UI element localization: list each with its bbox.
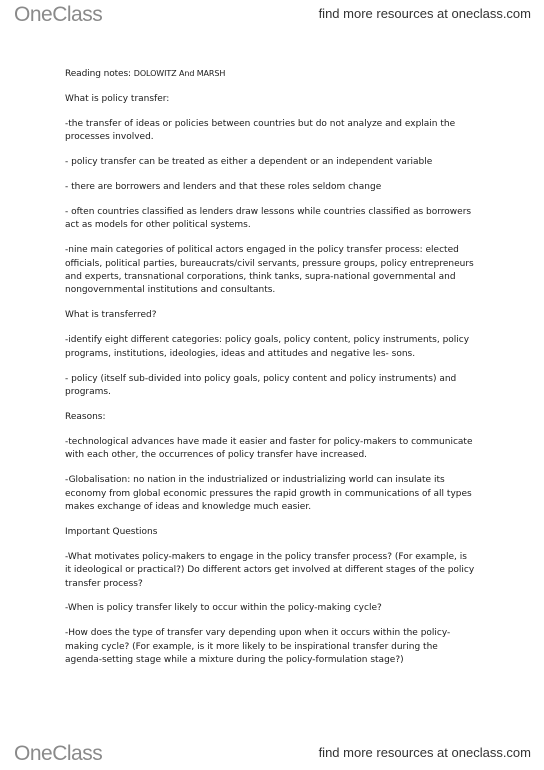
page-footer [0, 738, 544, 770]
heading-important-questions: Important Questions [65, 526, 158, 537]
heading-what-is-transferred: What is transferred? [65, 310, 157, 321]
page-header [0, 0, 544, 30]
note-paragraph: -the transfer of ideas or policies between countries but do not analyze and explain the processes involved. [65, 118, 456, 143]
note-paragraph: -When is policy transfer likely to occur within the policy-making cycle? [65, 603, 382, 614]
note-paragraph: -nine main categories of political actors engaged in the policy transfer process: elected officials, political parties, bureaucrats/civil servants, pressure groups, policy entrepreneurs and experts, transnational corporations, think tanks, supra-national governmental and nongovernmental institutions and consultants. [65, 245, 474, 296]
title-prefix: Reading notes: [65, 69, 134, 79]
note-paragraph: -Globalisation: no nation in the industrialized or industrializing world can insulate its economy from global economic pressures the rapid growth in communications of all types makes exchange of ideas and knowledge much easier. [65, 475, 472, 512]
note-paragraph: - often countries classified as lenders draw lessons while countries classified as borrowers act as models for other political systems. [65, 206, 472, 231]
note-paragraph: -identify eight different categories: policy goals, policy content, policy instruments, policy programs, institutions, ideologies, ideas and attitudes and negative les- sons. [65, 335, 470, 359]
heading-reasons: Reasons: [65, 411, 106, 422]
note-paragraph: -What motivates policy-makers to engage in the policy transfer process? (For example, is it ideological or practical?) Do different actors get involved at different stages of the policy transfer process? [65, 551, 475, 589]
note-paragraph: -How does the type of transfer vary depending upon when it occurs within the policy-making cycle? (For example, is it more likely to be inspirational transfer during the agenda-setting stage while a mixture during the policy-formulation stage?) [65, 628, 451, 666]
note-paragraph: - there are borrowers and lenders and that these roles seldom change [65, 182, 382, 193]
note-paragraph: - policy transfer can be treated as either a dependent or an independent variable [65, 157, 433, 168]
document-body [65, 67, 475, 679]
note-paragraph: - policy (itself sub-divided into policy goals, policy content and policy instruments) and programs. [65, 373, 457, 397]
heading-what-is-policy-transfer: What is policy transfer: [65, 93, 170, 104]
note-paragraph: -technological advances have made it easier and faster for policy-makers to communicate with each other, the occurrences of policy transfer have increased. [65, 436, 473, 461]
footer-tagline-link[interactable]: find more resources at oneclass.com [318, 745, 531, 760]
document-title [65, 67, 475, 81]
title-authors: DOLOWITZ And MARSH [133, 69, 226, 78]
oneclass-logo-footer[interactable]: OneClass [14, 742, 103, 765]
header-tagline-link[interactable]: find more resources at oneclass.com [318, 6, 531, 21]
oneclass-logo[interactable]: OneClass [14, 3, 103, 26]
